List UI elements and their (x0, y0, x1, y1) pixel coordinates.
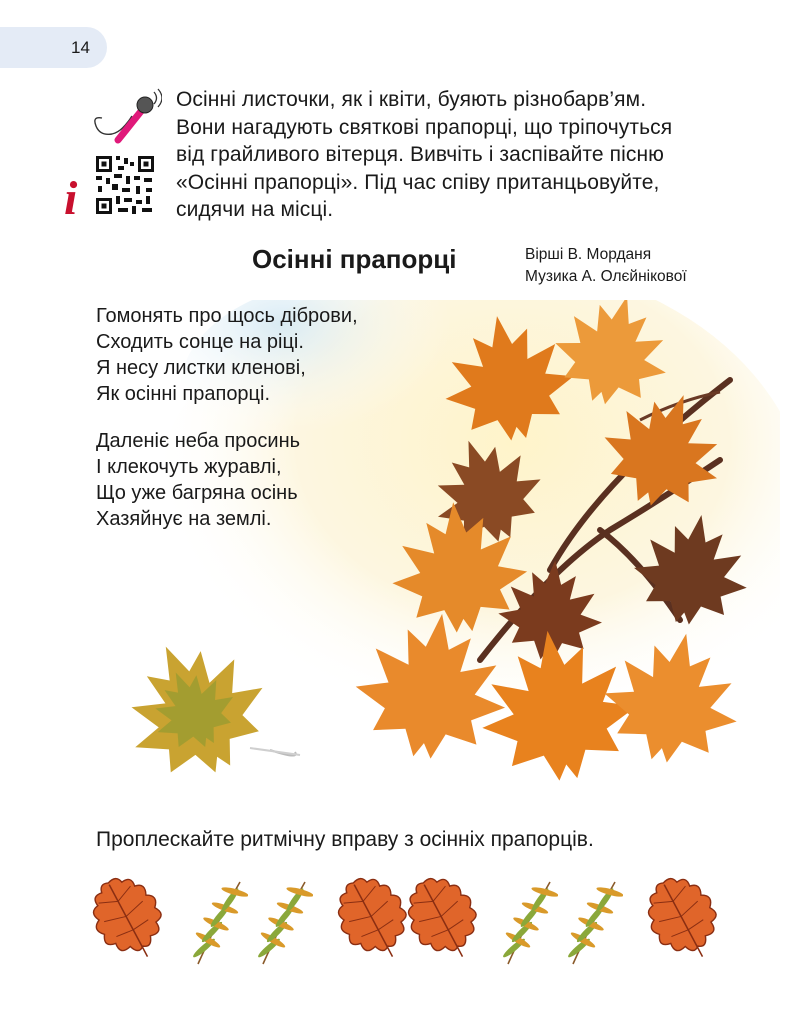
intro-line: від грайливого вітерця. Вивчіть і заспівайте пісню (176, 143, 664, 166)
info-icon: i (64, 172, 78, 218)
oak-leaf-icon (405, 868, 479, 972)
page-number: 14 (71, 38, 90, 57)
music-credit: Музика А. Олєйнікової (525, 268, 687, 285)
intro-line: сидячи на місці. (176, 198, 334, 221)
stanza-1 (96, 303, 358, 407)
willow-branch-icon (565, 868, 623, 972)
lyric-line: Я несу листки кленові, (96, 357, 306, 379)
oak-leaf-icon (645, 868, 719, 972)
oak-leaf-icon (90, 868, 164, 972)
intro-icons (62, 88, 162, 218)
qr-code[interactable] (96, 156, 154, 214)
intro-line: «Осінні прапорці». Під час співу пританцьовуйте, (176, 170, 660, 194)
page-number-tab (0, 27, 107, 68)
willow-branch-icon (500, 868, 558, 972)
intro-line: Вони нагадують святкові прапорці, що тріпочуться (176, 115, 673, 139)
lyrics-credit: Вірші В. Морданя (525, 246, 652, 263)
lyric-line: І клекочуть журавлі, (96, 456, 282, 478)
exercise-instruction: Проплескайте ритмічну вправу з осінніх прапорців. (96, 828, 594, 851)
lyric-line: Даленіє неба просинь (96, 430, 301, 452)
lyric-line: Що уже багряна осінь (96, 482, 298, 504)
willow-branch-icon (255, 868, 313, 972)
lyric-line: Сходить сонце на ріці. (96, 331, 304, 353)
willow-branch-icon (190, 868, 248, 972)
lyric-line: Хазяйнує на землі. (96, 508, 272, 530)
intro-paragraph (176, 86, 734, 224)
lyric-line: Як осінні прапорці. (96, 383, 271, 405)
lyric-line: Гомонять про щось діброви, (96, 305, 358, 327)
oak-leaf-icon (335, 868, 409, 972)
song-title: Осінні прапорці (252, 244, 457, 274)
stanza-2 (96, 428, 300, 532)
song-credits (525, 244, 687, 288)
rhythm-exercise (90, 868, 730, 978)
intro-line: Осінні листочки, як і квіти, буяють різнобарв’ям. (176, 88, 647, 111)
microphone-icon (95, 89, 162, 140)
